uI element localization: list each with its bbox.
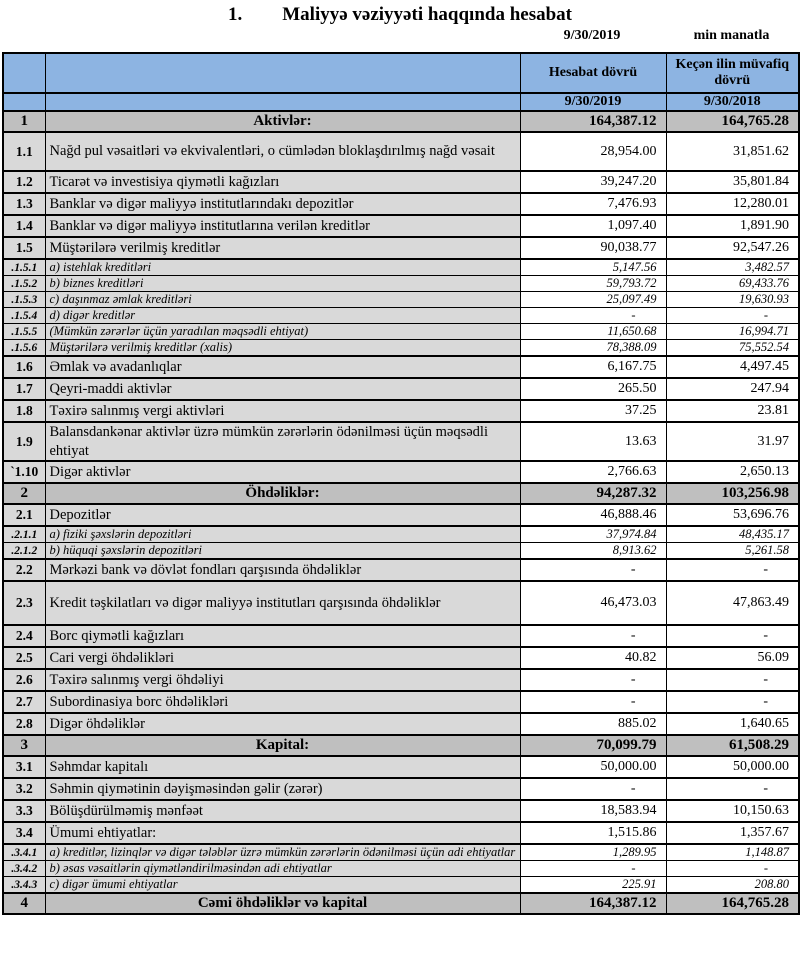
row-label: Təxirə salınmış vergi aktivləri	[45, 400, 520, 422]
row-value-previous: 4,497.45	[666, 356, 799, 378]
row-value-previous: 1,891.90	[666, 215, 799, 237]
row-number: 3.1	[3, 756, 45, 778]
row-number: 1.4	[3, 215, 45, 237]
row-number: 2.7	[3, 691, 45, 713]
row-number: 2	[3, 483, 45, 504]
row-value-current: 37.25	[520, 400, 666, 422]
row-value-previous: 164,765.28	[666, 893, 799, 914]
row-number: 1.5	[3, 237, 45, 259]
row-value-previous: 31.97	[666, 422, 799, 461]
table-row	[3, 215, 799, 237]
table-row	[3, 171, 799, 193]
table-row	[3, 308, 799, 324]
row-label: Səhmin qiymətinin dəyişməsindən gəlir (zərər)	[45, 778, 520, 800]
row-value-previous: 50,000.00	[666, 756, 799, 778]
row-label: d) digər kreditlər	[45, 308, 520, 324]
row-value-previous: 10,150.63	[666, 800, 799, 822]
row-number: 1.8	[3, 400, 45, 422]
table-row	[3, 504, 799, 526]
row-label: Ümumi ehtiyatlar:	[45, 822, 520, 844]
row-label: Nağd pul vəsaitləri və ekvivalentləri, o cümlədən bloklaşdırılmış nağd vəsait	[45, 132, 520, 171]
table-header-row-periods	[3, 53, 799, 93]
table-row	[3, 259, 799, 276]
row-value-previous: 69,433.76	[666, 276, 799, 292]
header-current-date: 9/30/2019	[520, 93, 666, 111]
row-number: .1.5.1	[3, 259, 45, 276]
row-number: 1.1	[3, 132, 45, 171]
row-number: .2.1.2	[3, 543, 45, 560]
row-label: b) əsas vəsaitlərin qiymətləndirilməsindən adi ehtiyatlar	[45, 861, 520, 877]
report-date: 9/30/2019	[563, 28, 621, 43]
row-value-current: 2,766.63	[520, 461, 666, 483]
row-label: a) istehlak kreditləri	[45, 259, 520, 276]
table-row	[3, 111, 799, 132]
row-value-current: 46,888.46	[520, 504, 666, 526]
table-row	[3, 735, 799, 756]
table-row	[3, 800, 799, 822]
row-label: Borc qiymətli kağızları	[45, 625, 520, 647]
row-number: 2.8	[3, 713, 45, 735]
row-value-previous: -	[666, 308, 799, 324]
row-number: 1	[3, 111, 45, 132]
row-number: 3	[3, 735, 45, 756]
row-value-previous: 208.80	[666, 877, 799, 894]
row-label: Öhdəliklər:	[45, 483, 520, 504]
row-label: Cəmi öhdəliklər və kapital	[45, 893, 520, 914]
table-row	[3, 691, 799, 713]
table-row	[3, 237, 799, 259]
row-value-current: 50,000.00	[520, 756, 666, 778]
table-row	[3, 543, 799, 560]
row-value-previous: 53,696.76	[666, 504, 799, 526]
row-value-current: 90,038.77	[520, 237, 666, 259]
row-number: .1.5.3	[3, 292, 45, 308]
row-value-current: 78,388.09	[520, 340, 666, 357]
table-row	[3, 861, 799, 877]
row-value-current: 39,247.20	[520, 171, 666, 193]
row-label: Subordinasiya borc öhdəlikləri	[45, 691, 520, 713]
title-number: 1.	[227, 4, 243, 25]
row-number: 2.5	[3, 647, 45, 669]
row-value-previous: 31,851.62	[666, 132, 799, 171]
row-label: Kredit təşkilatları və digər maliyyə institutları qarşısında öhdəliklər	[45, 581, 520, 625]
row-value-current: 46,473.03	[520, 581, 666, 625]
table-row	[3, 581, 799, 625]
meta-row	[0, 28, 800, 52]
row-value-current: 7,476.93	[520, 193, 666, 215]
row-number: 2.1	[3, 504, 45, 526]
row-label: Depozitlər	[45, 504, 520, 526]
row-label: c) daşınmaz əmlak kreditləri	[45, 292, 520, 308]
balance-sheet-table	[2, 52, 800, 915]
header-empty-num	[3, 53, 45, 93]
row-value-current: 6,167.75	[520, 356, 666, 378]
title-text: Maliyyə vəziyyəti haqqında hesabat	[282, 4, 572, 25]
row-value-previous: 48,435.17	[666, 526, 799, 543]
row-number: 1.7	[3, 378, 45, 400]
row-value-previous: 75,552.54	[666, 340, 799, 357]
table-row	[3, 400, 799, 422]
row-value-current: 25,097.49	[520, 292, 666, 308]
row-value-previous: 23.81	[666, 400, 799, 422]
row-value-current: -	[520, 625, 666, 647]
row-value-current: 885.02	[520, 713, 666, 735]
row-value-current: 59,793.72	[520, 276, 666, 292]
row-value-current: 37,974.84	[520, 526, 666, 543]
row-value-current: 40.82	[520, 647, 666, 669]
row-value-current: -	[520, 308, 666, 324]
row-value-previous: 92,547.26	[666, 237, 799, 259]
row-number: .1.5.2	[3, 276, 45, 292]
row-number: .3.4.1	[3, 844, 45, 861]
table-row	[3, 132, 799, 171]
row-number: 1.9	[3, 422, 45, 461]
row-number: .1.5.6	[3, 340, 45, 357]
row-label: (Mümkün zərərlər üçün yaradılan məqsədli ehtiyat)	[45, 324, 520, 340]
row-number: .2.1.1	[3, 526, 45, 543]
table-row	[3, 276, 799, 292]
row-value-previous: -	[666, 861, 799, 877]
table-row	[3, 340, 799, 357]
row-value-current: 164,387.12	[520, 893, 666, 914]
row-value-previous: 12,280.01	[666, 193, 799, 215]
table-row	[3, 356, 799, 378]
row-number: .1.5.4	[3, 308, 45, 324]
table-row	[3, 526, 799, 543]
table-row	[3, 422, 799, 461]
units-label: min manatla	[693, 28, 770, 43]
row-number: 2.2	[3, 559, 45, 581]
row-label: Əmlak və avadanlıqlar	[45, 356, 520, 378]
row-value-current: 18,583.94	[520, 800, 666, 822]
row-label: Aktivlər:	[45, 111, 520, 132]
row-value-previous: 1,357.67	[666, 822, 799, 844]
row-value-current: 13.63	[520, 422, 666, 461]
row-number: 2.4	[3, 625, 45, 647]
row-value-previous: -	[666, 691, 799, 713]
row-label: Bölüşdürülməmiş mənfəət	[45, 800, 520, 822]
row-label: Qeyri-maddi aktivlər	[45, 378, 520, 400]
table-row	[3, 559, 799, 581]
table-row	[3, 778, 799, 800]
row-value-previous: 47,863.49	[666, 581, 799, 625]
row-number: `1.10	[3, 461, 45, 483]
row-label: Kapital:	[45, 735, 520, 756]
row-label: Digər aktivlər	[45, 461, 520, 483]
row-number: 3.4	[3, 822, 45, 844]
row-label: a) kreditlər, lizinqlər və digər tələblər üzrə mümkün zərərlərin ödənilməsi üçün adi ehtiyatlar	[45, 844, 520, 861]
row-label: Müştərilərə verilmiş kreditlər	[45, 237, 520, 259]
row-value-current: 1,289.95	[520, 844, 666, 861]
table-header-row-dates	[3, 93, 799, 111]
row-value-current: -	[520, 861, 666, 877]
row-label: c) digər ümumi ehtiyatlar	[45, 877, 520, 894]
row-value-current: 8,913.62	[520, 543, 666, 560]
page-title	[0, 0, 800, 26]
table-row	[3, 483, 799, 504]
row-value-previous: 164,765.28	[666, 111, 799, 132]
row-number: .3.4.2	[3, 861, 45, 877]
row-label: Səhmdar kapitalı	[45, 756, 520, 778]
row-value-previous: 3,482.57	[666, 259, 799, 276]
row-value-current: 225.91	[520, 877, 666, 894]
row-number: 2.3	[3, 581, 45, 625]
row-value-previous: 103,256.98	[666, 483, 799, 504]
table-row	[3, 193, 799, 215]
row-label: Mərkəzi bank və dövlət fondları qarşısında öhdəliklər	[45, 559, 520, 581]
header-empty-label2	[45, 93, 520, 111]
row-number: 1.3	[3, 193, 45, 215]
row-value-previous: -	[666, 669, 799, 691]
row-number: .3.4.3	[3, 877, 45, 894]
balance-table-body	[3, 111, 799, 914]
table-row	[3, 461, 799, 483]
row-value-current: -	[520, 691, 666, 713]
header-previous-date: 9/30/2018	[666, 93, 799, 111]
row-value-previous: 19,630.93	[666, 292, 799, 308]
row-number: .1.5.5	[3, 324, 45, 340]
row-number: 1.2	[3, 171, 45, 193]
row-number: 2.6	[3, 669, 45, 691]
row-number: 1.6	[3, 356, 45, 378]
table-row	[3, 292, 799, 308]
row-label: Cari vergi öhdəlikləri	[45, 647, 520, 669]
row-value-current: 164,387.12	[520, 111, 666, 132]
table-row	[3, 647, 799, 669]
table-row	[3, 822, 799, 844]
table-row	[3, 324, 799, 340]
table-row	[3, 378, 799, 400]
header-previous-period: Keçən ilin müvafiq dövrü	[666, 53, 799, 93]
row-value-current: 28,954.00	[520, 132, 666, 171]
row-value-previous: 61,508.29	[666, 735, 799, 756]
row-value-current: 94,287.32	[520, 483, 666, 504]
row-value-current: 265.50	[520, 378, 666, 400]
row-value-previous: 56.09	[666, 647, 799, 669]
row-number: 4	[3, 893, 45, 914]
row-value-previous: 16,994.71	[666, 324, 799, 340]
row-value-current: 11,650.68	[520, 324, 666, 340]
row-label: Banklar və digər maliyyə institutlarındakı depozitlər	[45, 193, 520, 215]
row-value-current: 5,147.56	[520, 259, 666, 276]
table-row	[3, 893, 799, 914]
row-number: 3.2	[3, 778, 45, 800]
row-value-current: 70,099.79	[520, 735, 666, 756]
row-value-previous: 5,261.58	[666, 543, 799, 560]
row-label: Müştərilərə verilmiş kreditlər (xalis)	[45, 340, 520, 357]
row-value-previous: 1,640.65	[666, 713, 799, 735]
row-label: b) biznes kreditləri	[45, 276, 520, 292]
row-value-current: 1,515.86	[520, 822, 666, 844]
header-empty-num2	[3, 93, 45, 111]
table-row	[3, 756, 799, 778]
row-label: Banklar və digər maliyyə institutlarına verilən kreditlər	[45, 215, 520, 237]
row-value-current: -	[520, 559, 666, 581]
row-value-previous: 247.94	[666, 378, 799, 400]
row-value-previous: 1,148.87	[666, 844, 799, 861]
row-number: 3.3	[3, 800, 45, 822]
table-row	[3, 625, 799, 647]
row-label: Balansdankənar aktivlər üzrə mümkün zərərlərin ödənilməsi üçün məqsədli ehtiyat	[45, 422, 520, 461]
row-value-previous: 35,801.84	[666, 171, 799, 193]
row-value-previous: -	[666, 625, 799, 647]
row-value-previous: -	[666, 778, 799, 800]
row-label: Ticarət və investisiya qiymətli kağızları	[45, 171, 520, 193]
row-label: b) hüquqi şəxslərin depozitləri	[45, 543, 520, 560]
row-value-current: 1,097.40	[520, 215, 666, 237]
row-label: Təxirə salınmış vergi öhdəliyi	[45, 669, 520, 691]
row-label: Digər öhdəliklər	[45, 713, 520, 735]
header-current-period: Hesabat dövrü	[520, 53, 666, 93]
row-value-current: -	[520, 778, 666, 800]
row-label: a) fiziki şəxslərin depozitləri	[45, 526, 520, 543]
table-row	[3, 844, 799, 861]
header-empty-label	[45, 53, 520, 93]
row-value-previous: 2,650.13	[666, 461, 799, 483]
table-row	[3, 669, 799, 691]
row-value-previous: -	[666, 559, 799, 581]
row-value-current: -	[520, 669, 666, 691]
table-row	[3, 713, 799, 735]
table-row	[3, 877, 799, 894]
